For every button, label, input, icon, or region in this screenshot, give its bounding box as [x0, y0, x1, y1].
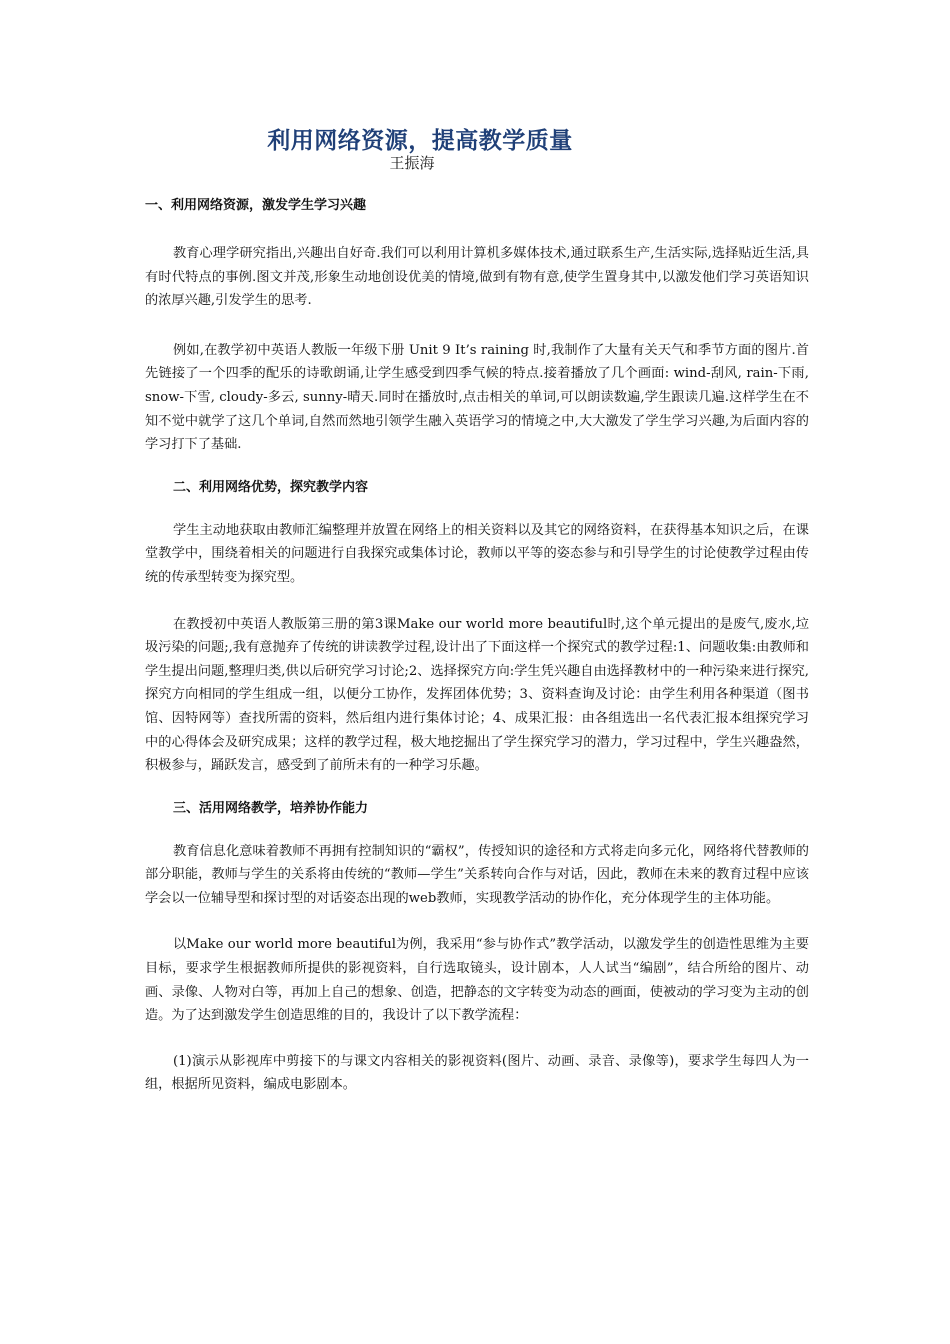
body-paragraph: 以Make our world more beautiful为例，我采用“参与协作式”教学活动，以激发学生的创造性思维为主要目标，要求学生根据教师所提供的影视资料，自行选取镜头，设计剧本，人人试当“编剧”，结合所给的图片、动画、录像、人物对白等，再加上自己的想象、创造，把静态的文字转变为动态的画面，使被动的学习变为主动的创造。为了达到激发学生创造思维的目的，我设计了以下教学流程：: [145, 937, 809, 1024]
section-heading: 三、活用网络教学，培养协作能力: [173, 800, 369, 816]
body-paragraph: 教育信息化意味着教师不再拥有控制知识的“霸权”，传授知识的途径和方式将走向多元化，网络将代替教师的部分职能，教师与学生的关系将由传统的“教师—学生”关系转向合作与对话，因此，教师在未来的教育过程中应该学会以一位辅导型和探讨型的对话姿态出现的web教师，实现教学活动的协作化，充分体现学生的主体功能。: [145, 843, 809, 906]
section-heading: 一、利用网络资源，激发学生学习兴趣: [145, 198, 367, 213]
body-paragraph: 例如,在教学初中英语人教版一年级下册 Unit 9 It’s raining 时,我制作了大量有关天气和季节方面的图片.首先链接了一个四季的配乐的诗歌朗诵,让学生感受到四季气候的特点.接着播放了几个画面: wind-刮风, rain-下雨, snow-下雪, cloudy-多云, sunny-晴天.同时在播放时,点击相关的单词,可以朗读数遍,学生跟读几遍.这样学生在不知不觉中就学了这几个单词,自然而然地引领学生融入英语学习的情境之中,大大激发了学生学习兴趣,为后面内容的学习打下了基础.: [145, 342, 809, 453]
body-paragraph: 学生主动地获取由教师汇编整理并放置在网络上的相关资料以及其它的网络资料，在获得基本知识之后，在课堂教学中，围绕着相关的问题进行自我探究或集体讨论，教师以平等的姿态参与和引导学生的讨论使教学过程由传统的传承型转变为探究型。: [145, 522, 809, 585]
body-paragraph: (1)演示从影视库中剪接下的与课文内容相关的影视资料(图片、动画、录音、录像等)，要求学生每四人为一组，根据所见资料，编成电影剧本。: [145, 1053, 809, 1093]
body-paragraph: 在教授初中英语人教版第三册的第3课Make our world more beautiful时,这个单元提出的是废气,废水,垃圾污染的问题;,我有意抛弃了传统的讲读教学过程,设计出了下面这样一个探究式的教学过程:1、问题收集:由教师和学生提出问题,整理归类,供以后研究学习讨论;2、选择探究方向:学生凭兴趣自由选择教材中的一种污染来进行探究,探究方向相同的学生组成一组，以便分工协作，发挥团体优势；3、资料查询及讨论：由学生利用各种渠道（图书馆、因特网等）查找所需的资料，然后组内进行集体讨论；4、成果汇报：由各组选出一名代表汇报本组探究学习中的心得体会及研究成果；这样的教学过程，极大地挖掘出了学生探究学习的潜力，学习过程中，学生兴趣盎然，积极参与，踊跃发言，感受到了前所未有的一种学习乐趣。: [145, 616, 809, 774]
document-title: 利用网络资源，提高教学质量: [267, 128, 573, 154]
body-paragraph: 教育心理学研究指出,兴趣出自好奇.我们可以利用计算机多媒体技术,通过联系生产,生活实际,选择贴近生活,具有时代特点的事例.图文并茂,形象生动地创设优美的情境,做到有物有意,使学生置身其中,以激发他们学习英语知识的浓厚兴趣,引发学生的思考.: [145, 246, 809, 309]
document-author: 王振海: [389, 154, 435, 172]
document-body: [145, 190, 809, 1097]
section-heading: 二、利用网络优势，探究教学内容: [173, 479, 369, 495]
